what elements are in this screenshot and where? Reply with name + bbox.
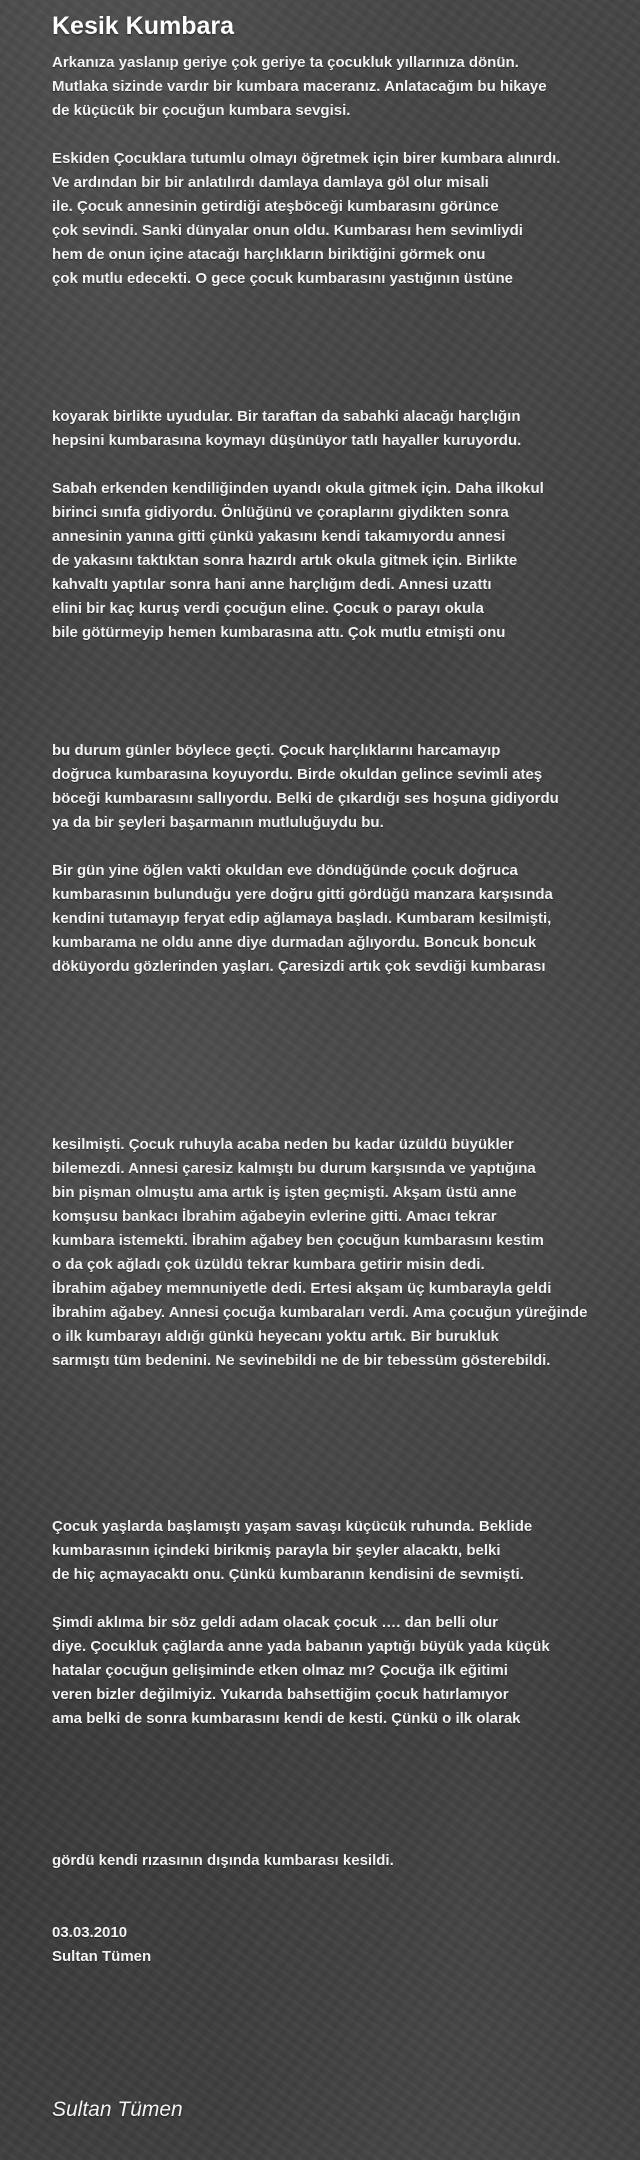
poem-title: Kesik Kumbara <box>52 12 235 40</box>
poem-line: bilemezdi. Annesi çaresiz kalmıştı bu durum karşısında ve yaptığına <box>52 1160 536 1177</box>
poem-line: doğruca kumbarasına koyuyordu. Birde okuldan gelince sevimli ateş <box>52 766 543 783</box>
poem-line: Arkanıza yaslanıp geriye çok geriye ta çocukluk yıllarınıza dönün. <box>52 54 519 71</box>
poem-line: hem de onun içine atacağı harçlıkların biriktiğini görmek onu <box>52 246 486 263</box>
blank-line <box>52 835 632 859</box>
poem-line: hatalar çocuğun gelişiminde etken olmaz mı? Çocuğa ilk eğitimi <box>52 1662 508 1679</box>
blank-line <box>52 1897 632 1921</box>
poem-line: de hiç açmayacaktı onu. Çünkü kumbaranın kendisini de sevmişti. <box>52 1566 524 1583</box>
author-signature: Sultan Tümen <box>52 2098 183 2121</box>
blank-line <box>52 123 632 147</box>
poem-line: Çocuk yaşlarda başlamıştı yaşam savaşı küçücük ruhunda. Beklide <box>52 1518 533 1535</box>
poem-section-2 <box>52 405 632 645</box>
poem-line: ile. Çocuk annesinin getirdiği ateşböceği kumbarasını görünce <box>52 198 499 215</box>
poem-line: koyarak birlikte uyudular. Bir taraftan da sabahki alacağı harçlığın <box>52 408 521 425</box>
poem-line: sarmıştı tüm bedenini. Ne sevinebildi ne de bir tebessüm gösterebildi. <box>52 1352 551 1369</box>
poem-line: diye. Çocukluk çağlarda anne yada babanın yaptığı büyük yada küçük <box>52 1638 550 1655</box>
poem-line: Bir gün yine öğlen vakti okuldan eve döndüğünde çocuk doğruca <box>52 862 518 879</box>
poem-line: kumbarasının içindeki birikmiş parayla bir şeyler alacaktı, belki <box>52 1542 501 1559</box>
poem-line: kesilmişti. Çocuk ruhuyla acaba neden bu kadar üzüldü büyükler <box>52 1136 514 1153</box>
poem-line: Mutlaka sizinde vardır bir kumbara maceranız. Anlatacağım bu hikaye <box>52 78 547 95</box>
poem-line: 03.03.2010 <box>52 1924 128 1941</box>
poem-line: bu durum günler böylece geçti. Çocuk harçlıklarını harcamayıp <box>52 742 501 759</box>
poem-section-4 <box>52 1133 632 1373</box>
poem-line: o ilk kumbarayı aldığı günkü heyecanı yoktu artık. Bir burukluk <box>52 1328 499 1345</box>
poem-section-5 <box>52 1515 632 1731</box>
poem-line: annesinin yanına gitti çünkü yakasını kendi takamıyordu annesi <box>52 528 506 545</box>
poem-line: kumbarama ne oldu anne diye durmadan ağlıyordu. Boncuk boncuk <box>52 934 537 951</box>
poem-line: birinci sınıfa gidiyordu. Önlüğünü ve çoraplarını giydikten sonra <box>52 504 509 521</box>
poem-line: gördü kendi rızasının dışında kumbarası kesildi. <box>52 1852 394 1869</box>
poem-line: bin pişman olmuştu ama artık iş işten geçmişti. Akşam üstü anne <box>52 1184 517 1201</box>
poem-line: böceği kumbarasını sallıyordu. Belki de çıkardığı ses hoşuna gidiyordu <box>52 790 559 807</box>
poem-line: o da çok ağladı çok üzüldü tekrar kumbara getirir misin dedi. <box>52 1256 485 1273</box>
poem-line: çok sevindi. Sanki dünyalar onun oldu. Kumbarası hem sevimliydi <box>52 222 523 239</box>
poem-line: İbrahim ağabey memnuniyetle dedi. Ertesi akşam üç kumbarayla geldi <box>52 1280 552 1297</box>
poem-line: bile götürmeyip hemen kumbarasına attı. Çok mutlu etmişti onu <box>52 624 506 641</box>
poem-line: Şimdi aklıma bir söz geldi adam olacak çocuk …. dan belli olur <box>52 1614 498 1631</box>
poem-line: kumbara istemekti. İbrahim ağabey ben çocuğun kumbarasını kestim <box>52 1232 544 1249</box>
poem-line: döküyordu gözlerinden yaşları. Çaresizdi artık çok sevdiği kumbarası <box>52 958 546 975</box>
poem-line: de yakasını taktıktan sonra hazırdı artık okula gitmek için. Birlikte <box>52 552 518 569</box>
poem-line: Ve ardından bir bir anlatılırdı damlaya damlaya göl olur misali <box>52 174 489 191</box>
poem-line: ya da bir şeyleri başarmanın mutluluğuydu bu. <box>52 814 384 831</box>
poem-line: Sultan Tümen <box>52 1948 152 1965</box>
poem-line: komşusu bankacı İbrahim ağabeyin evlerine gitti. Amacı tekrar <box>52 1208 497 1225</box>
poem-line: Sabah erkenden kendiliğinden uyandı okula gitmek için. Daha ilkokul <box>52 480 544 497</box>
poem-section-1 <box>52 51 632 291</box>
poem-line: kumbarasının bulunduğu yere doğru gitti gördüğü manzara karşısında <box>52 886 553 903</box>
poem-line: Eskiden Çocuklara tutumlu olmayı öğretmek için birer kumbara alınırdı. <box>52 150 561 167</box>
poem-line: kahvaltı yaptılar sonra hani anne harçlığım dedi. Annesi uzattı <box>52 576 492 593</box>
poem-line: hepsini kumbarasına koymayı düşünüyor tatlı hayaller kuruyordu. <box>52 432 522 449</box>
poem-section-6 <box>52 1849 632 1969</box>
blank-line <box>52 1873 632 1897</box>
poem-line: İbrahim ağabey. Annesi çocuğa kumbaraları verdi. Ama çocuğun yüreğinde <box>52 1304 588 1321</box>
blank-line <box>52 1587 632 1611</box>
poem-line: veren bizler değilmiyiz. Yukarıda bahsettiğim çocuk hatırlamıyor <box>52 1686 509 1703</box>
blank-line <box>52 453 632 477</box>
poem-line: elini bir kaç kuruş verdi çocuğun eline. Çocuk o parayı okula <box>52 600 484 617</box>
poem-line: çok mutlu edecekti. O gece çocuk kumbarasını yastığının üstüne <box>52 270 513 287</box>
poem-line: kendini tutamayıp feryat edip ağlamaya başladı. Kumbaram kesilmişti, <box>52 910 552 927</box>
poem-section-3 <box>52 739 632 979</box>
poem-line: de küçücük bir çocuğun kumbara sevgisi. <box>52 102 351 119</box>
poem-line: ama belki de sonra kumbarasını kendi de kesti. Çünkü o ilk olarak <box>52 1710 521 1727</box>
